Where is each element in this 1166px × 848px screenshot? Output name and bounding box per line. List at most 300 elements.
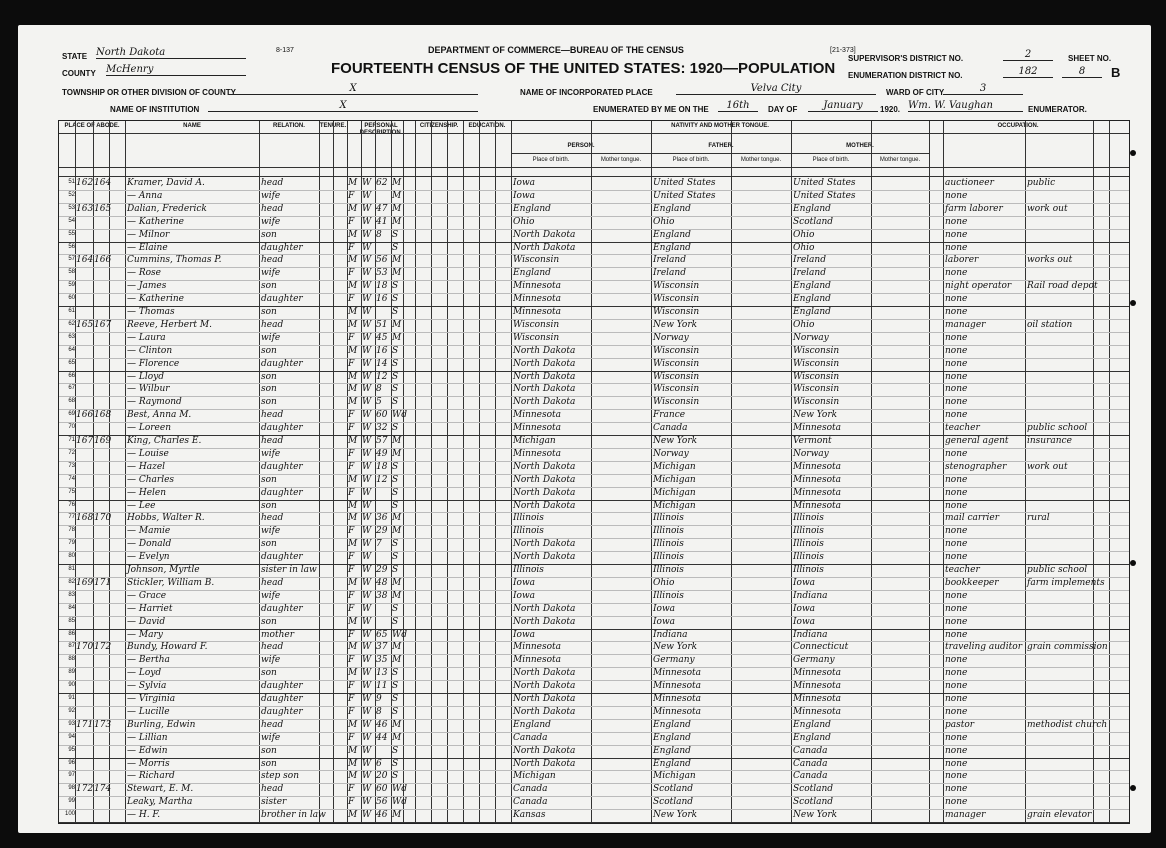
race: W <box>362 358 372 369</box>
father-birthplace: Germany <box>653 655 695 666</box>
father-birthplace: Illinois <box>653 590 684 601</box>
birthplace: North Dakota <box>513 706 576 717</box>
age: 8 <box>376 229 382 240</box>
sex: M <box>348 577 358 588</box>
race: W <box>362 281 372 292</box>
age: 37 <box>376 642 388 653</box>
age: 38 <box>376 590 388 601</box>
sex: F <box>348 552 355 563</box>
mother-birthplace: Illinois <box>793 552 824 563</box>
race: W <box>362 307 372 317</box>
mother-birthplace: Indiana <box>793 590 828 601</box>
marital-status: Wd <box>392 410 408 421</box>
line-number: 64 <box>68 346 75 353</box>
age: 65 <box>376 629 388 640</box>
race: W <box>362 371 372 382</box>
mother-birthplace: Iowa <box>793 616 816 627</box>
father-birthplace: Wisconsin <box>653 384 700 395</box>
industry: work out <box>1027 203 1068 214</box>
line-number: 69 <box>68 411 75 418</box>
father-birthplace: Minnesota <box>653 668 702 679</box>
mother-birthplace: Norway <box>793 332 829 343</box>
marital-status: S <box>392 474 399 485</box>
family-number: 167 <box>94 319 112 330</box>
birthplace: Michigan <box>513 436 556 446</box>
person-name: — Lloyd <box>127 371 164 382</box>
person-name: — Morris <box>127 758 170 769</box>
person-name: — Florence <box>127 358 180 369</box>
age: 6 <box>376 758 382 769</box>
line-number: 55 <box>68 230 75 237</box>
relation: head <box>261 410 284 421</box>
race: W <box>362 319 372 330</box>
age: 51 <box>376 319 388 330</box>
marital-status: S <box>392 745 399 756</box>
race: W <box>362 797 372 808</box>
person-name: — Charles <box>127 474 175 485</box>
form-code: [21-373] <box>830 47 856 54</box>
birthplace: North Dakota <box>513 242 576 253</box>
line-number: 85 <box>68 617 75 624</box>
father-birthplace: England <box>653 732 691 743</box>
relation: son <box>261 281 277 292</box>
marital-status: S <box>392 668 399 679</box>
line-number: 93 <box>68 720 75 727</box>
race: W <box>362 590 372 601</box>
person-name: — Grace <box>127 590 167 601</box>
mother-birthplace: Minnesota <box>793 681 842 692</box>
relation: sister <box>261 797 287 808</box>
father-birthplace: England <box>653 719 691 730</box>
relation: daughter <box>261 681 303 692</box>
occupation: none <box>945 797 968 808</box>
relation: wife <box>261 448 281 459</box>
industry: public school <box>1027 565 1088 575</box>
relation: daughter <box>261 694 303 704</box>
sex: F <box>348 732 355 743</box>
age: 41 <box>376 216 388 227</box>
race: W <box>362 513 372 524</box>
person-name: — Loyd <box>127 668 162 679</box>
sex: F <box>348 242 355 253</box>
age: 12 <box>376 371 388 382</box>
family-number: 173 <box>94 719 112 730</box>
birthplace: Iowa <box>513 629 536 640</box>
sex: F <box>348 797 355 808</box>
father-birth-head: Place of birth. <box>672 157 710 163</box>
mother-birthplace: Wisconsin <box>793 371 840 382</box>
marital-status: S <box>392 694 399 704</box>
person-name: — Donald <box>127 539 172 550</box>
sex: F <box>348 629 355 640</box>
race: W <box>362 732 372 743</box>
father-birthplace: New York <box>653 810 698 821</box>
person-name: — Katherine <box>127 294 184 305</box>
sheet-letter: B <box>1111 65 1121 80</box>
relation: wife <box>261 732 281 743</box>
birthplace: Canada <box>513 784 548 795</box>
mother-birthplace: Ireland <box>793 255 826 266</box>
person-name: Dalian, Frederick <box>127 203 207 214</box>
sex: F <box>348 565 355 575</box>
birthplace: North Dakota <box>513 358 576 369</box>
relation: son <box>261 345 277 356</box>
birthplace: Michigan <box>513 771 556 782</box>
mother-birthplace: Illinois <box>793 539 824 550</box>
marital-status: M <box>392 719 402 730</box>
mother-birthplace: England <box>793 732 831 743</box>
mother-birthplace: Minnesota <box>793 487 842 498</box>
father-birthplace: Illinois <box>653 539 684 550</box>
birthplace: North Dakota <box>513 487 576 498</box>
sex: M <box>348 474 358 485</box>
age: 20 <box>376 771 388 782</box>
sex: F <box>348 655 355 666</box>
person-name: — Raymond <box>127 397 182 408</box>
person-name: — Loreen <box>127 423 172 434</box>
relation: son <box>261 307 277 317</box>
mother-birthplace: Minnesota <box>793 706 842 717</box>
father-birthplace: Iowa <box>653 616 676 627</box>
occupation: none <box>945 629 968 640</box>
race: W <box>362 706 372 717</box>
relation: son <box>261 371 277 382</box>
section-education: EDUCATION. <box>468 123 506 129</box>
line-number: 56 <box>68 243 75 250</box>
race: W <box>362 448 372 459</box>
sex: F <box>348 784 355 795</box>
age: 60 <box>376 410 388 421</box>
dwelling-number: 171 <box>76 719 94 730</box>
father-birthplace: Indiana <box>653 629 688 640</box>
occupation: none <box>945 410 968 421</box>
industry: grain commission <box>1027 642 1108 653</box>
race: W <box>362 565 372 575</box>
mother-birthplace: England <box>793 307 831 317</box>
birthplace: North Dakota <box>513 371 576 382</box>
occupation: none <box>945 229 968 240</box>
age: 53 <box>376 268 388 279</box>
marital-status: S <box>392 758 399 769</box>
enumerated-month: January <box>808 100 878 112</box>
person-name: Cummins, Thomas P. <box>127 255 222 266</box>
enumerated-day: 16th <box>718 100 758 112</box>
relation: head <box>261 203 284 214</box>
race: W <box>362 461 372 472</box>
industry: work out <box>1027 461 1068 472</box>
occupation: none <box>945 655 968 666</box>
person-name: Burling, Edwin <box>127 719 196 730</box>
ward-value: 3 <box>943 83 1023 95</box>
enumerator-label: ENUMERATOR. <box>1028 105 1087 114</box>
person-name: — H. F. <box>127 810 161 821</box>
relation: wife <box>261 590 281 601</box>
census-title: FOURTEENTH CENSUS OF THE UNITED STATES: 1920—POPULATION <box>331 60 836 77</box>
supervisor-label: SUPERVISOR'S DISTRICT NO. <box>848 54 964 63</box>
relation: daughter <box>261 358 303 369</box>
person-name: — Edwin <box>127 745 168 756</box>
line-number: 95 <box>68 746 75 753</box>
mother-birthplace: Connecticut <box>793 642 849 653</box>
person-name: King, Charles E. <box>127 436 202 446</box>
mother-birthplace: United States <box>793 178 856 188</box>
mother-tongue-head: Mother tongue. <box>879 157 921 163</box>
birthplace: North Dakota <box>513 681 576 692</box>
industry: Rail road depot <box>1027 281 1098 292</box>
section-mother: MOTHER. <box>846 143 874 149</box>
relation: head <box>261 642 284 653</box>
line-number: 74 <box>68 475 75 482</box>
birthplace: North Dakota <box>513 461 576 472</box>
department-heading: DEPARTMENT OF COMMERCE—BUREAU OF THE CENSUS <box>428 45 684 55</box>
mother-birthplace: Wisconsin <box>793 384 840 395</box>
occupation: general agent <box>945 436 1009 446</box>
race: W <box>362 229 372 240</box>
race: W <box>362 242 372 253</box>
marital-status: M <box>392 436 402 446</box>
mother-birthplace: Wisconsin <box>793 397 840 408</box>
mother-birthplace: Iowa <box>793 603 816 614</box>
relation: daughter <box>261 423 303 434</box>
marital-status: S <box>392 616 399 627</box>
relation: son <box>261 229 277 240</box>
marital-status: M <box>392 178 402 188</box>
relation: head <box>261 513 284 524</box>
section-relation: RELATION. <box>273 123 305 129</box>
dwelling-number: 168 <box>76 513 94 524</box>
marital-status: S <box>392 294 399 305</box>
mother-birthplace: United States <box>793 190 856 201</box>
occupation: teacher <box>945 423 980 434</box>
line-number: 71 <box>68 437 75 443</box>
section-occupation: OCCUPATION. <box>997 123 1039 129</box>
father-birthplace: Wisconsin <box>653 294 700 305</box>
birthplace: Minnesota <box>513 423 562 434</box>
birthplace: England <box>513 719 551 730</box>
sex: F <box>348 448 355 459</box>
mother-birthplace: New York <box>793 410 838 421</box>
race: W <box>362 719 372 730</box>
mother-birthplace: Wisconsin <box>793 345 840 356</box>
family-number: 171 <box>94 577 112 588</box>
person-name: — Anna <box>127 190 163 201</box>
marital-status: M <box>392 577 402 588</box>
marital-status: S <box>392 242 399 253</box>
enum-district-value: 182 <box>1003 66 1053 78</box>
person-name: Best, Anna M. <box>127 410 192 421</box>
age: 13 <box>376 668 388 679</box>
father-birthplace: Minnesota <box>653 694 702 704</box>
age: 7 <box>376 539 382 550</box>
sex: M <box>348 384 358 395</box>
birthplace: Canada <box>513 732 548 743</box>
race: W <box>362 255 372 266</box>
marital-status: Wd <box>392 629 408 640</box>
sex: F <box>348 332 355 343</box>
mother-birthplace: Scotland <box>793 797 834 808</box>
person-name: Hobbs, Walter R. <box>127 513 205 524</box>
line-number: 86 <box>68 630 75 637</box>
occupation: traveling auditor <box>945 642 1023 653</box>
father-birthplace: Wisconsin <box>653 281 700 292</box>
birthplace: Iowa <box>513 190 536 201</box>
dwelling-number: 167 <box>76 436 94 446</box>
birthplace: North Dakota <box>513 694 576 704</box>
dwelling-number: 165 <box>76 319 94 330</box>
occupation: laborer <box>945 255 979 266</box>
occupation: none <box>945 694 968 704</box>
birthplace: Iowa <box>513 590 536 601</box>
sex: F <box>348 603 355 614</box>
occupation: none <box>945 448 968 459</box>
sex: F <box>348 590 355 601</box>
father-birthplace: Scotland <box>653 797 694 808</box>
birthplace: Wisconsin <box>513 319 560 330</box>
relation: wife <box>261 190 281 201</box>
family-number: 165 <box>94 203 112 214</box>
sex: M <box>348 758 358 769</box>
father-birthplace: Michigan <box>653 474 696 485</box>
father-birthplace: England <box>653 758 691 769</box>
age: 46 <box>376 719 388 730</box>
mother-birthplace: Germany <box>793 655 835 666</box>
marital-status: M <box>392 216 402 227</box>
mother-birthplace: Indiana <box>793 629 828 640</box>
father-birthplace: Wisconsin <box>653 371 700 382</box>
father-birthplace: Wisconsin <box>653 307 700 317</box>
race: W <box>362 526 372 537</box>
relation: sister in law <box>261 565 317 575</box>
occupation: none <box>945 706 968 717</box>
relation: daughter <box>261 242 303 253</box>
person-name: — Milnor <box>127 229 170 240</box>
marital-status: M <box>392 810 402 821</box>
age: 35 <box>376 655 388 666</box>
mother-birthplace: Illinois <box>793 565 824 575</box>
form-number: 8-137 <box>276 47 294 54</box>
birthplace: North Dakota <box>513 668 576 679</box>
birthplace: North Dakota <box>513 397 576 408</box>
relation: step son <box>261 771 300 782</box>
occupation: none <box>945 487 968 498</box>
mother-birthplace: Iowa <box>793 577 816 588</box>
occupation: mail carrier <box>945 513 1000 524</box>
person-name: — Virginia <box>127 694 176 704</box>
age: 56 <box>376 797 388 808</box>
line-number: 77 <box>68 514 75 521</box>
birthplace: England <box>513 203 551 214</box>
enum-district-label: ENUMERATION DISTRICT NO. <box>848 71 963 80</box>
birthplace: North Dakota <box>513 384 576 395</box>
age: 29 <box>376 526 388 537</box>
section-nativity: NATIVITY AND MOTHER TONGUE. <box>671 123 769 129</box>
mother-birthplace: New York <box>793 810 838 821</box>
person-name: — Mary <box>127 629 163 640</box>
family-number: 169 <box>94 436 112 446</box>
relation: head <box>261 719 284 730</box>
line-number: 81 <box>68 566 75 572</box>
birthplace: Illinois <box>513 526 544 537</box>
sex: M <box>348 307 358 317</box>
marital-status: M <box>392 255 402 266</box>
race: W <box>362 216 372 227</box>
industry: public <box>1027 178 1056 188</box>
marital-status: S <box>392 706 399 717</box>
father-birthplace: Wisconsin <box>653 397 700 408</box>
relation: head <box>261 319 284 330</box>
marital-status: S <box>392 552 399 563</box>
occupation: teacher <box>945 565 980 575</box>
sex: M <box>348 500 358 511</box>
occupation: none <box>945 732 968 743</box>
birthplace: Minnesota <box>513 410 562 421</box>
person-name: — Richard <box>127 771 175 782</box>
father-birthplace: Illinois <box>653 565 684 575</box>
sex: M <box>348 371 358 382</box>
occupation: none <box>945 397 968 408</box>
section-name: NAME <box>183 123 201 129</box>
birthplace: Iowa <box>513 178 536 188</box>
father-birthplace: Ohio <box>653 577 675 588</box>
marital-status: Wd <box>392 784 408 795</box>
person-birth-head: Place of birth. <box>532 157 570 163</box>
township-value: X <box>228 83 478 95</box>
race: W <box>362 268 372 279</box>
person-name: Stewart, E. M. <box>127 784 194 795</box>
father-birthplace: Wisconsin <box>653 358 700 369</box>
person-name: — Wilbur <box>127 384 170 395</box>
line-number: 97 <box>68 772 75 779</box>
mother-birthplace: Ohio <box>793 319 815 330</box>
person-name: — Sylvia <box>127 681 167 692</box>
birthplace: Minnesota <box>513 655 562 666</box>
birthplace: Ohio <box>513 216 535 227</box>
father-birthplace: England <box>653 229 691 240</box>
occupation: none <box>945 616 968 627</box>
line-number: 83 <box>68 591 75 598</box>
sex: M <box>348 397 358 408</box>
race: W <box>362 655 372 666</box>
relation: son <box>261 668 277 679</box>
relation: head <box>261 178 284 188</box>
mother-birthplace: Scotland <box>793 784 834 795</box>
race: W <box>362 332 372 343</box>
family-number: 172 <box>94 642 112 653</box>
line-number: 75 <box>68 488 75 495</box>
birthplace: Iowa <box>513 577 536 588</box>
race: W <box>362 345 372 356</box>
relation: daughter <box>261 487 303 498</box>
dwelling-number: 172 <box>76 784 94 795</box>
relation: daughter <box>261 706 303 717</box>
line-number: 57 <box>68 256 75 263</box>
line-number: 99 <box>68 798 75 805</box>
father-birthplace: Norway <box>653 332 689 343</box>
section-citizenship: CITIZENSHIP. <box>419 123 459 129</box>
mother-birthplace: Norway <box>793 448 829 459</box>
sex: M <box>348 319 358 330</box>
mother-birthplace: Ireland <box>793 268 826 279</box>
line-number: 65 <box>68 359 75 366</box>
supervisor-value: 2 <box>1003 49 1053 61</box>
sheet-label: SHEET NO. <box>1068 54 1112 63</box>
father-birthplace: England <box>653 203 691 214</box>
census-year: 1920. <box>880 105 901 114</box>
line-number: 61 <box>68 308 75 314</box>
occupation: none <box>945 307 968 317</box>
relation: wife <box>261 216 281 227</box>
mother-birthplace: Minnesota <box>793 668 842 679</box>
